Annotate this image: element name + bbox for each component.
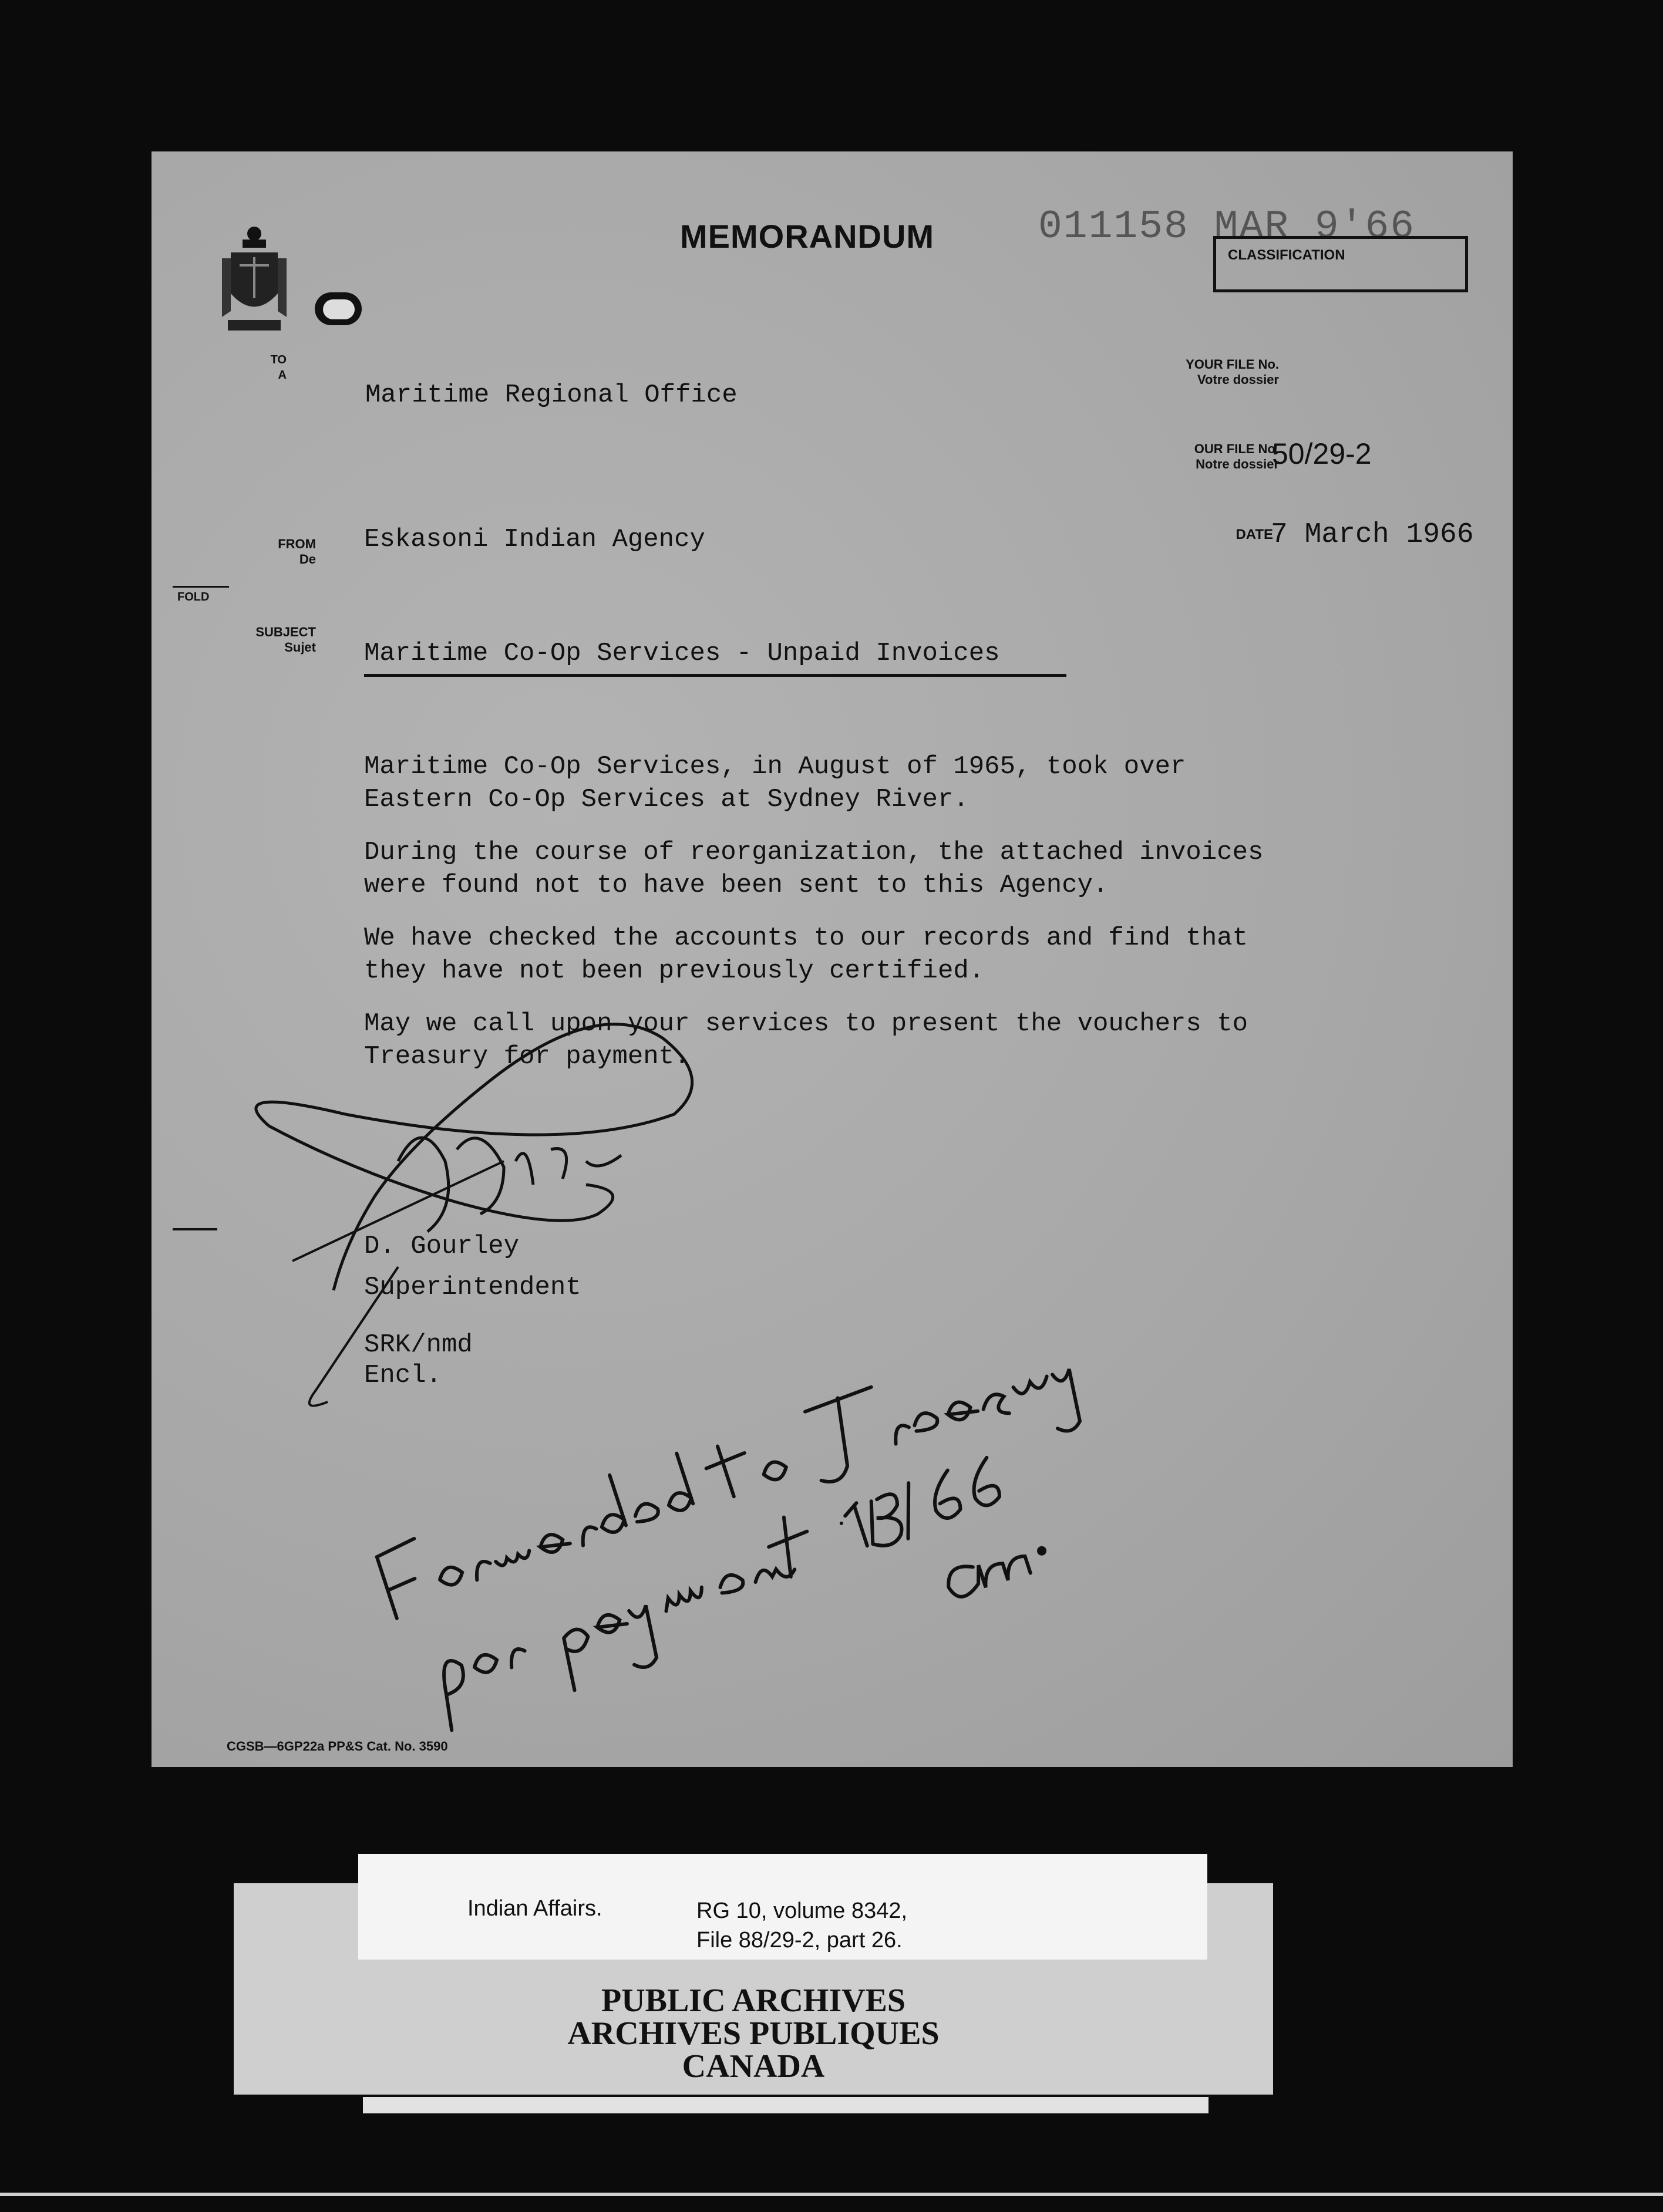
form-number: CGSB—6GP22a PP&S Cat. No. 3590 [227, 1739, 448, 1754]
to-value: Maritime Regional Office [365, 380, 738, 410]
archive-source: Indian Affairs. [467, 1896, 602, 1921]
canada-coat-of-arms-icon [222, 223, 287, 335]
archive-name-fr: ARCHIVES PUBLIQUES [567, 2015, 940, 2052]
classification-label: CLASSIFICATION [1228, 247, 1345, 263]
to-label: TO A [270, 353, 287, 382]
archive-reference: RG 10, volume 8342, File 88/29-2, part 26. [696, 1899, 908, 1953]
body-paragraph-4: May we call upon your services to present the vouchers to Treasury for payment. [364, 1009, 1248, 1071]
label-strip [363, 2097, 1208, 2113]
memo-title: MEMORANDUM [680, 218, 935, 255]
fold-label: FOLD [177, 591, 210, 603]
enclosure: Encl. [364, 1361, 442, 1390]
signer-title: Superintendent [364, 1273, 581, 1302]
archive-country: CANADA [682, 2048, 825, 2085]
date-value: 7 March 1966 [1271, 519, 1474, 551]
reference-initials: SRK/nmd [364, 1330, 473, 1360]
subject-label: SUBJECT Sujet [255, 625, 316, 655]
archive-name-en: PUBLIC ARCHIVES [601, 1982, 906, 2019]
memo-page [152, 151, 1513, 1767]
body-paragraph-3: We have checked the accounts to our records and find that they have not been previously certified. [364, 923, 1248, 986]
archive-name [234, 1984, 1273, 2083]
your-file-label: YOUR FILE No. Votre dossier [1186, 357, 1279, 387]
classification-box [1213, 236, 1468, 292]
subject-value: Maritime Co-Op Services - Unpaid Invoices [364, 639, 1000, 668]
date-label: DATE [1236, 527, 1273, 542]
from-value: Eskasoni Indian Agency [364, 525, 705, 554]
subject-underline [364, 674, 1066, 677]
margin-mark [173, 1228, 217, 1230]
our-file-number: 50/29-2 [1272, 437, 1372, 470]
body-paragraph-2: During the course of reorganization, the attached invoices were found not to have been sent to this Agency. [364, 838, 1264, 900]
ink-blot-highlight [323, 299, 355, 319]
fold-line [173, 586, 229, 588]
film-edge [0, 2193, 1663, 2196]
signer-name: D. Gourley [364, 1232, 520, 1261]
body-paragraph-1: Maritime Co-Op Services, in August of 1965, took over Eastern Co-Op Services at Sydney River. [364, 752, 1186, 814]
archive-reference-slip [358, 1854, 1207, 1960]
received-stamp: 011158 MAR 9'66 [1038, 204, 1416, 249]
from-label: FROM De [278, 537, 316, 567]
our-file-label: OUR FILE No. Notre dossier [1194, 441, 1279, 471]
